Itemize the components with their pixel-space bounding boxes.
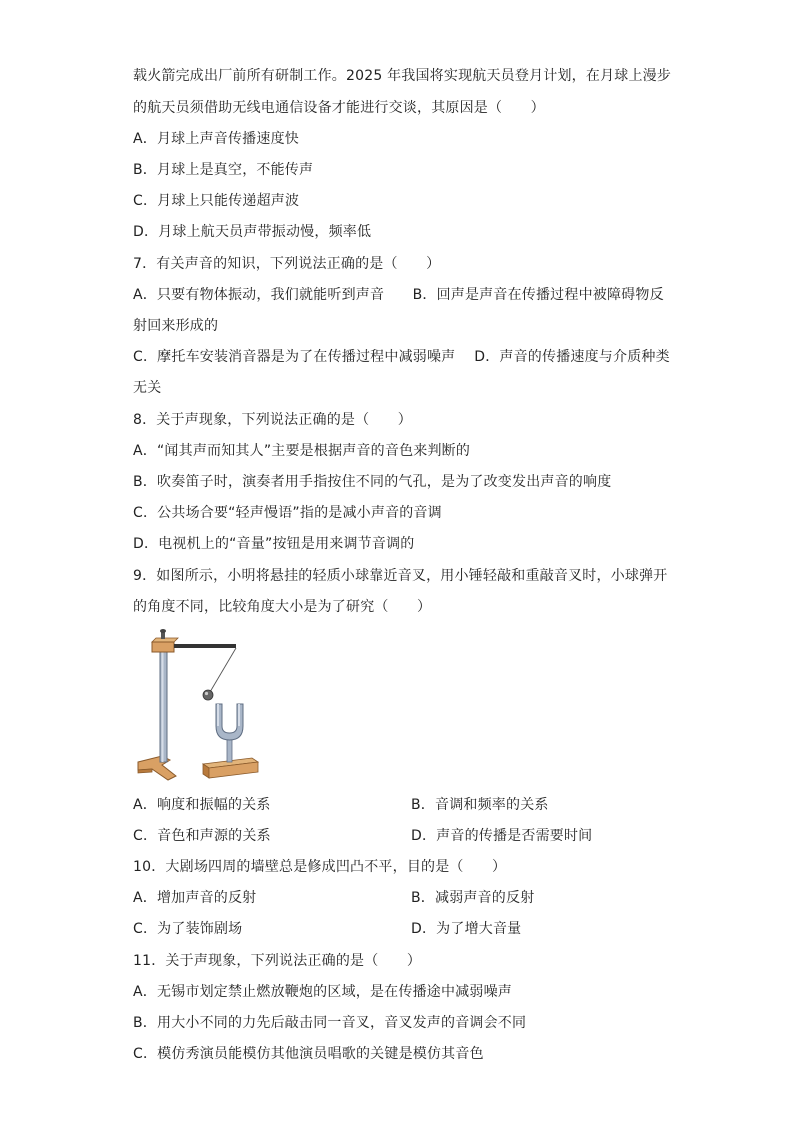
pendulum-string <box>210 648 236 692</box>
q7-option-d-cont: 无关 <box>133 380 162 396</box>
tuning-fork-figure <box>130 626 265 782</box>
stand-arm <box>174 644 236 648</box>
q8-option-c: C．公共场合要“轻声慢语”指的是减小声音的音调 <box>133 505 442 521</box>
q9-option-d: D．声音的传播是否需要时间 <box>411 828 593 844</box>
q8-stem: 8．关于声现象，下列说法正确的是（ ） <box>133 412 412 428</box>
q6-option-b: B．月球上是真空，不能传声 <box>133 162 314 178</box>
q11-stem: 11．关于声现象，下列说法正确的是（ ） <box>133 953 422 969</box>
q8-option-b: B．吹奏笛子时，演奏者用手指按住不同的气孔，是为了改变发出声音的响度 <box>133 474 612 490</box>
q7-options-cd: C．摩托车安装消音器是为了在传播过程中减弱噪声 D．声音的传播速度与介质种类 <box>133 349 670 365</box>
q9-option-b: B．音调和频率的关系 <box>411 797 549 813</box>
q10-option-a: A．增加声音的反射 <box>133 890 257 906</box>
tuning-fork-illustration <box>130 626 265 782</box>
text-line: 的航天员须借助无线电通信设备才能进行交谈，其原因是（ ） <box>133 100 545 116</box>
q9-option-c: C．音色和声源的关系 <box>133 828 271 844</box>
q10-option-c: C．为了装饰剧场 <box>133 921 243 937</box>
q6-option-d: D．月球上航天员声带振动慢，频率低 <box>133 224 372 240</box>
q10-option-b: B．减弱声音的反射 <box>411 890 535 906</box>
q10-option-d: D．为了增大音量 <box>411 921 522 937</box>
q11-option-c: C．模仿秀演员能模仿其他演员唱歌的关键是模仿其音色 <box>133 1046 484 1062</box>
text-line: 载火箭完成出厂前所有研制工作。2025 年我国将实现航天员登月计划，在月球上漫步 <box>133 68 672 84</box>
stand-base <box>138 756 176 780</box>
q8-option-d: D．电视机上的“音量”按钮是用来调节音调的 <box>133 536 415 552</box>
q7-option-b-cont: 射回来形成的 <box>133 318 219 334</box>
q8-option-a: A．“闻其声而知其人”主要是根据声音的音色来判断的 <box>133 443 471 459</box>
q9-stem: 9．如图所示，小明将悬挂的轻质小球靠近音叉，用小锤轻敲和重敲音叉时，小球弹开 <box>133 568 668 584</box>
q7-stem: 7．有关声音的知识，下列说法正确的是（ ） <box>133 256 441 272</box>
q6-option-a: A．月球上声音传播速度快 <box>133 131 299 147</box>
q9-stem-cont: 的角度不同，比较角度大小是为了研究（ ） <box>133 599 432 615</box>
q9-option-a: A．响度和振幅的关系 <box>133 797 271 813</box>
pendulum-ball <box>203 690 213 700</box>
q6-option-c: C．月球上只能传递超声波 <box>133 193 300 209</box>
q10-stem: 10．大剧场四周的墙壁总是修成凹凸不平，目的是（ ） <box>133 859 507 875</box>
q7-options-ab: A．只要有物体振动，我们就能听到声音 B．回声是声音在传播过程中被障碍物反 <box>133 287 664 303</box>
q11-option-a: A．无锡市划定禁止燃放鞭炮的区域，是在传播途中减弱噪声 <box>133 984 512 1000</box>
q11-option-b: B．用大小不同的力先后敲击同一音叉，音叉发声的音调会不同 <box>133 1015 527 1031</box>
